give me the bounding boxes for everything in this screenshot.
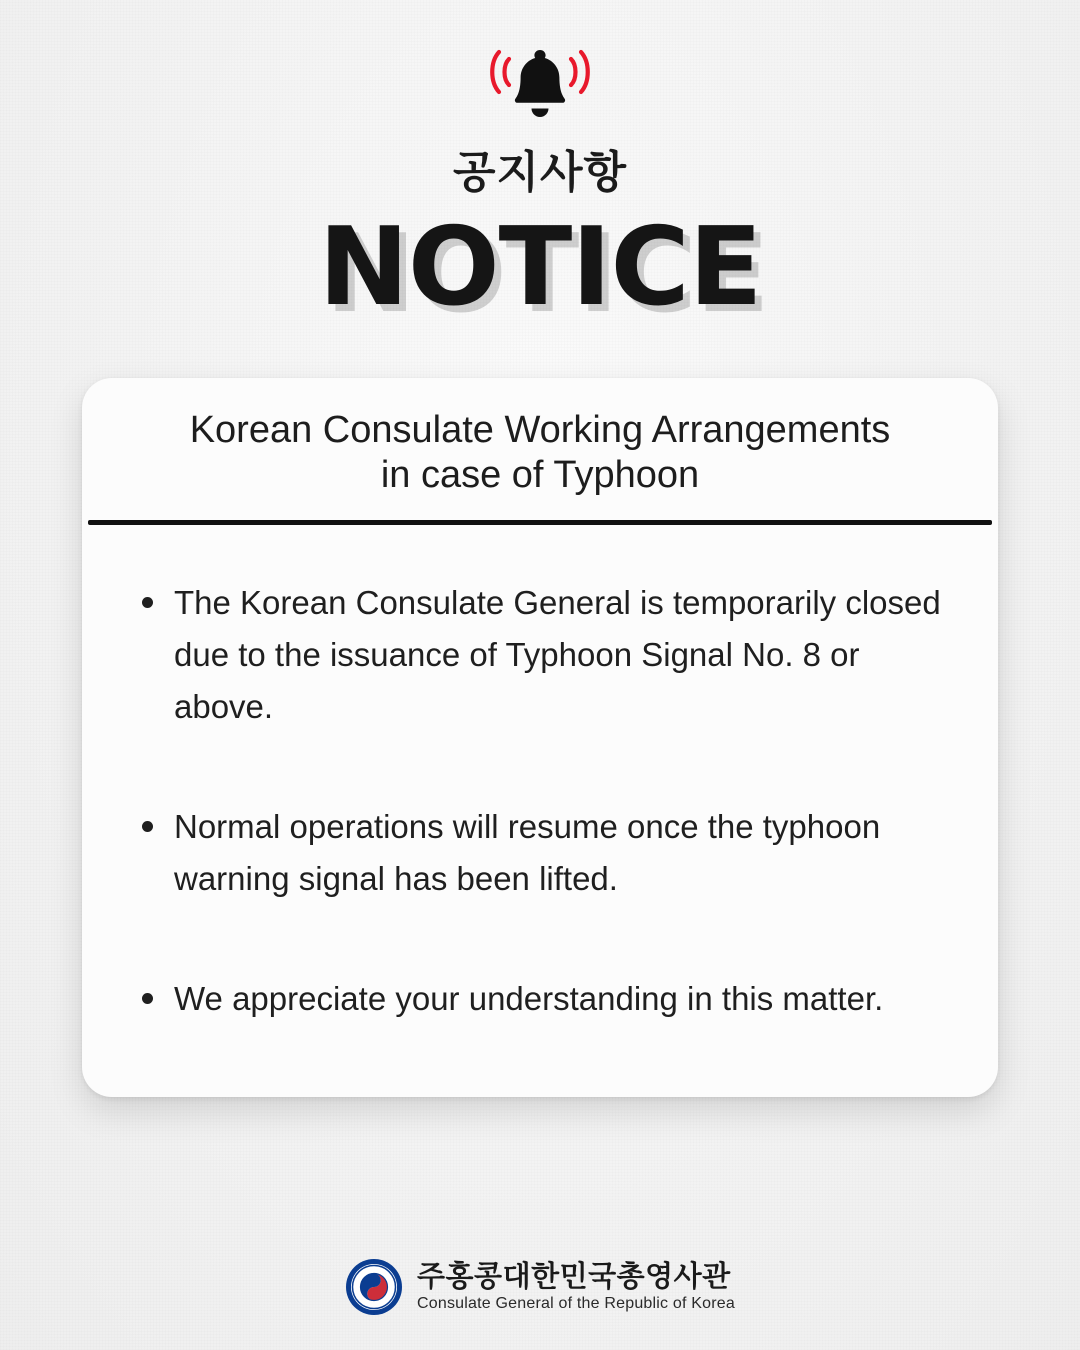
card-title-line1: Korean Consulate Working Arrangements [189,409,891,451]
korea-consulate-emblem-icon [345,1258,403,1316]
card-title-line2: in case of Typhoon [380,453,700,496]
card-title [82,378,998,520]
footer-name-english: Consulate General of the Republic of Korea [417,1295,735,1313]
notice-card [82,378,998,1097]
bell-icon [470,38,610,128]
korean-heading: 공지사항 [452,147,627,198]
card-body [82,525,998,1064]
footer [345,1258,735,1316]
footer-name-korean: 주홍콩대한민국총영사관 [417,1258,731,1293]
footer-text [417,1258,735,1314]
list-item: The Korean Consulate General is temporarily closed due to the issuance of Typhoon Signal No. 8 or above. [136,577,944,733]
page-title: NOTICE [318,205,762,330]
notice-bullet-list [136,577,944,1026]
list-item: Normal operations will resume once the typhoon warning signal has been lifted. [136,801,944,905]
list-item: We appreciate your understanding in this matter. [136,973,944,1025]
